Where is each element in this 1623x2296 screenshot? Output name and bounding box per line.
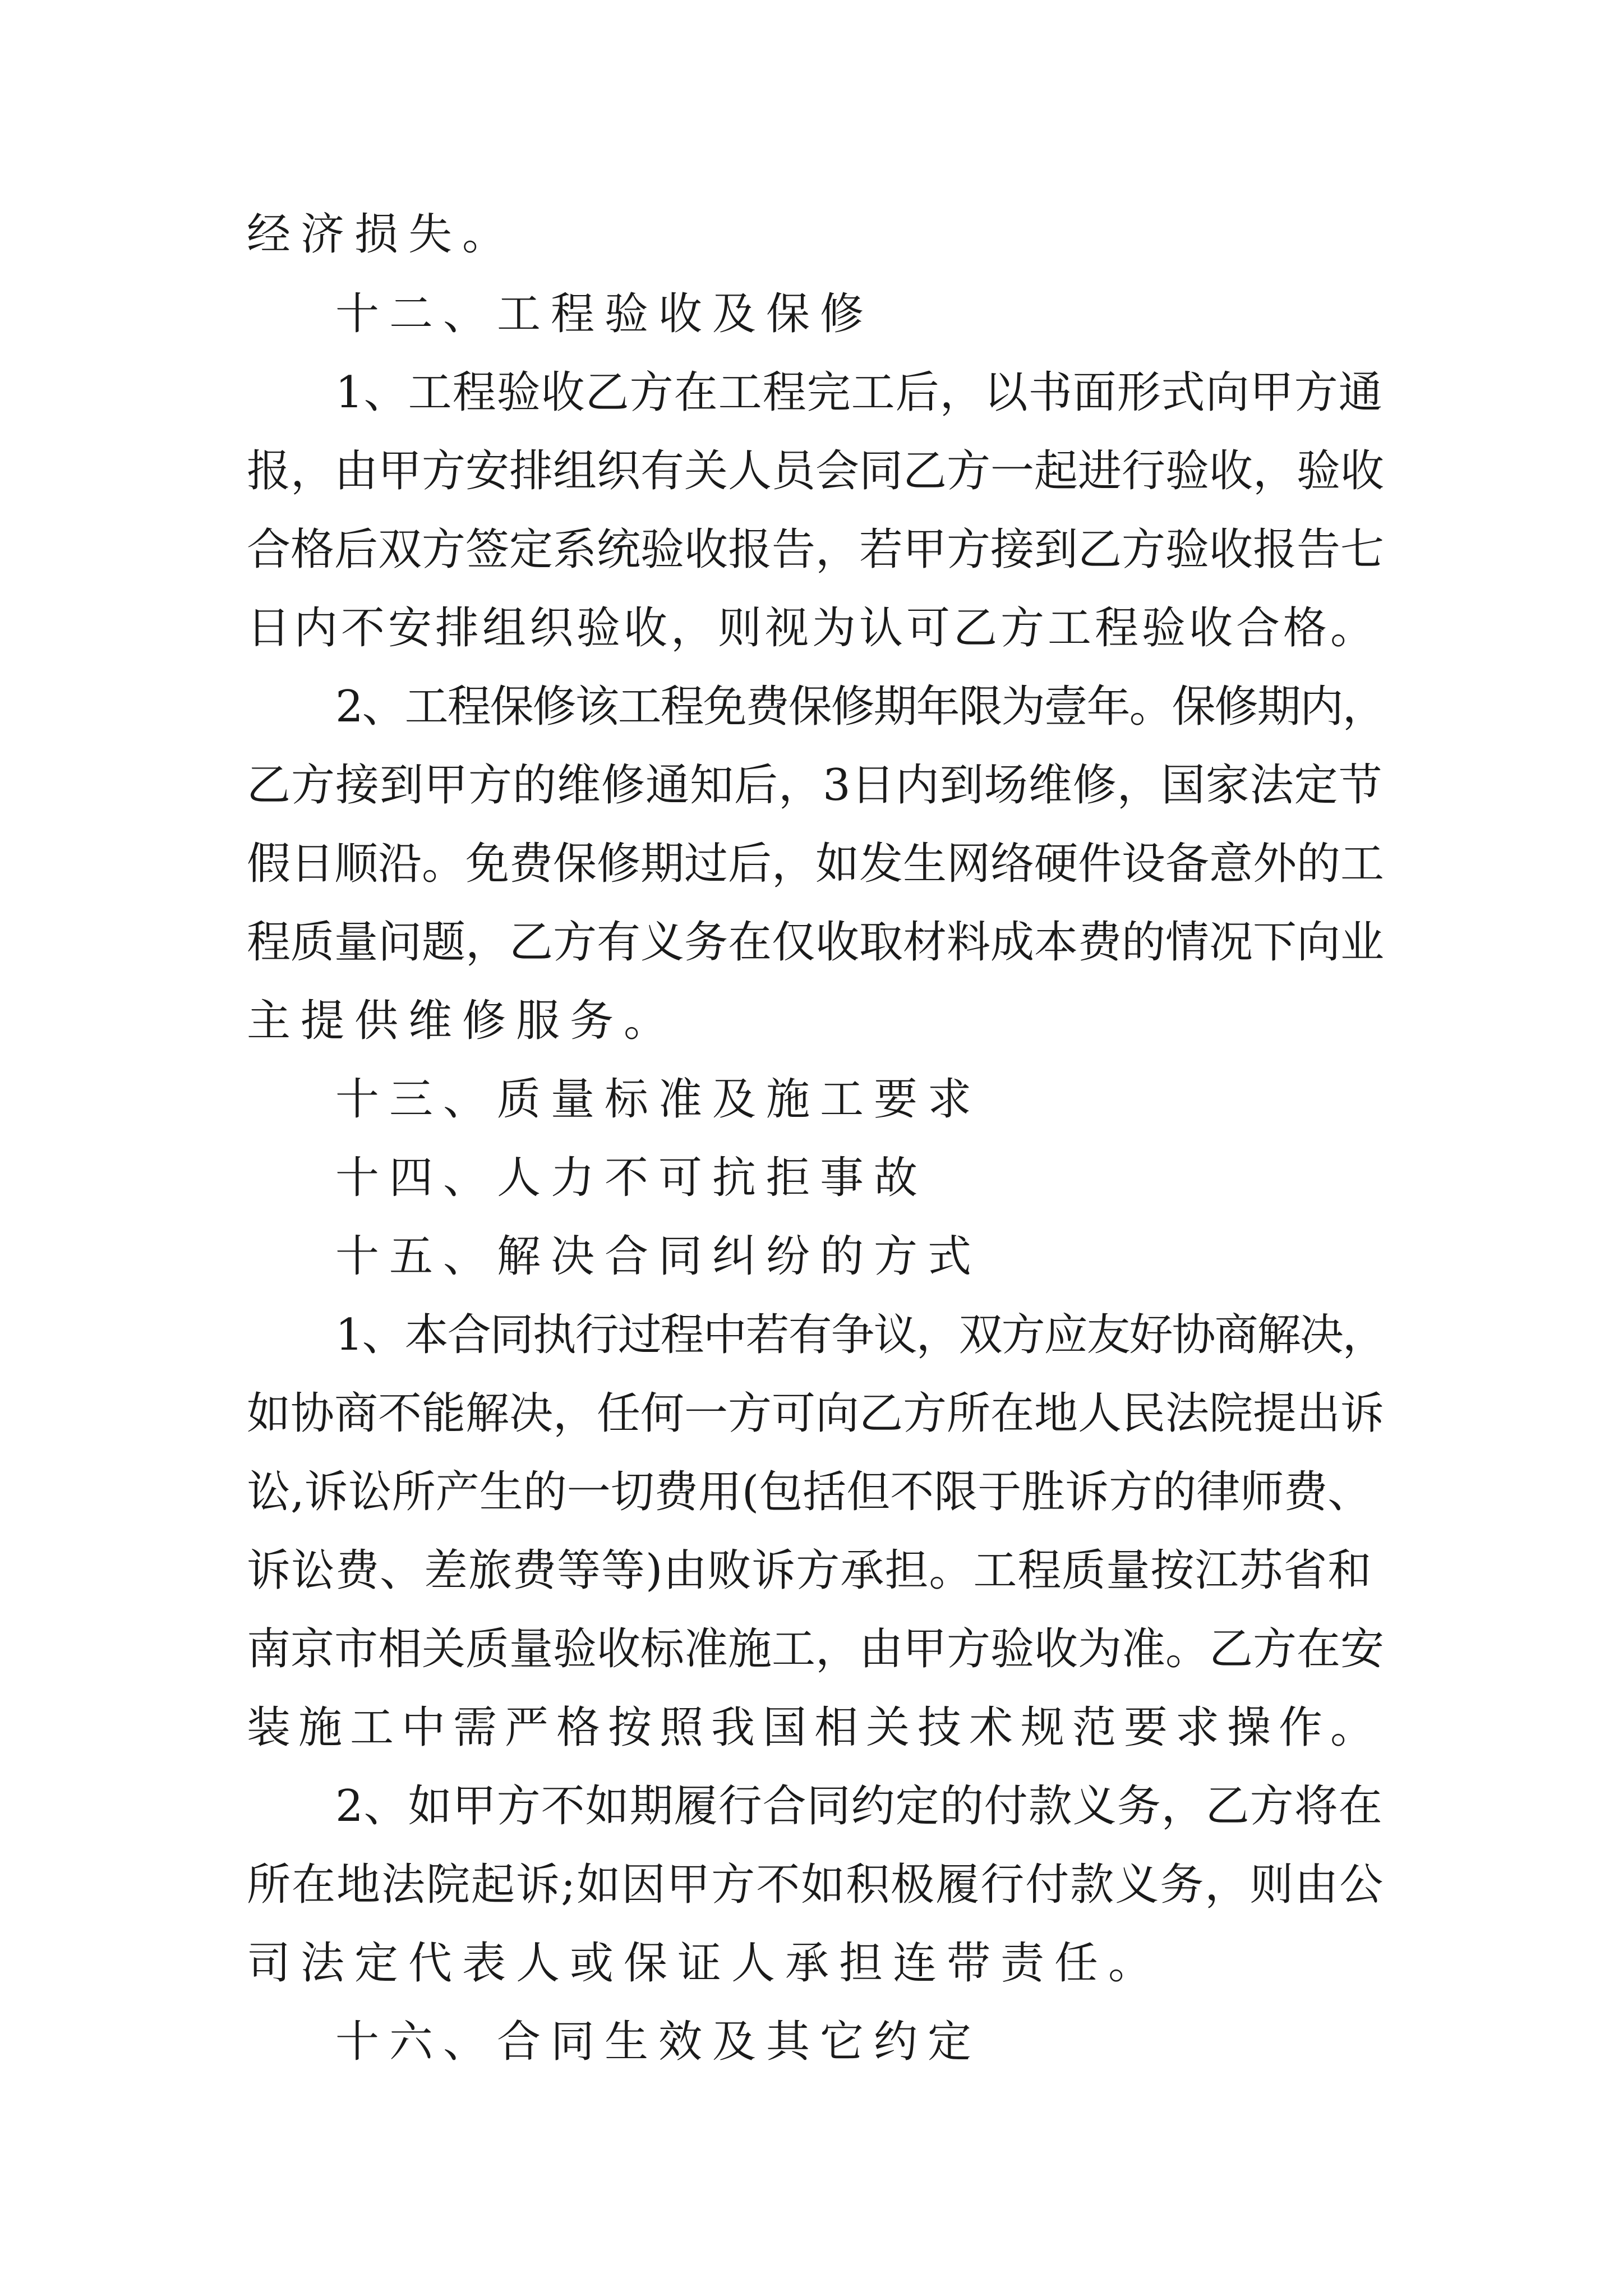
text-line: 日内不安排组织验收，则视为认可乙方工程验收合格。 (247, 603, 1378, 654)
text-line: 乙方接到甲方的维修通知后，3日内到场维修，国家法定节 (247, 760, 1383, 811)
section-heading: 十四、人力不可抗拒事故 (335, 1153, 928, 1203)
text-line: 经济损失。 (247, 209, 517, 260)
text-line: 司法定代表人或保证人承担连带责任。 (247, 1938, 1163, 1989)
text-line: 1、本合同执行过程中若有争议，双方应友好协商解决， (335, 1310, 1385, 1360)
section-heading: 十三、质量标准及施工要求 (335, 1074, 982, 1125)
text-line: 假日顺沿。免费保修期过后，如发生网络硬件设备意外的工 (247, 839, 1385, 889)
text-line: 南京市相关质量验收标准施工，由甲方验收为准。乙方在安 (247, 1624, 1385, 1674)
text-line: 2、工程保修该工程免费保修期年限为壹年。保修期内， (335, 682, 1385, 732)
text-line: 所在地法院起诉;如因甲方不如积极履行付款义务，则由公 (247, 1860, 1385, 1910)
section-heading: 十二、工程验收及保修 (335, 289, 874, 339)
text-line: 合格后双方签定系统验收报告，若甲方接到乙方验收报告七 (247, 524, 1385, 575)
text-line: 程质量问题，乙方有义务在仅收取材料成本费的情况下向业 (247, 917, 1385, 968)
text-line: 如协商不能解决，任何一方可向乙方所在地人民法院提出诉 (247, 1388, 1385, 1439)
text-line: 讼,诉讼所产生的一切费用(包括但不限于胜诉方的律师费、 (247, 1467, 1372, 1517)
text-line: 装施工中需严格按照我国相关技术规范要求操作。 (247, 1703, 1382, 1753)
section-heading: 十五、解决合同纠纷的方式 (335, 1231, 982, 1282)
text-line: 1、工程验收乙方在工程完工后，以书面形式向甲方通 (335, 367, 1383, 418)
text-line: 诉讼费、差旅费等等)由败诉方承担。工程质量按江苏省和 (247, 1545, 1372, 1596)
text-line: 2、如甲方不如期履行合同约定的付款义务，乙方将在 (335, 1781, 1383, 1832)
section-heading: 十六、合同生效及其它约定 (335, 2017, 982, 2067)
text-line: 主提供维修服务。 (247, 996, 678, 1046)
text-line: 报，由甲方安排组织有关人员会同乙方一起进行验收，验收 (247, 446, 1385, 496)
